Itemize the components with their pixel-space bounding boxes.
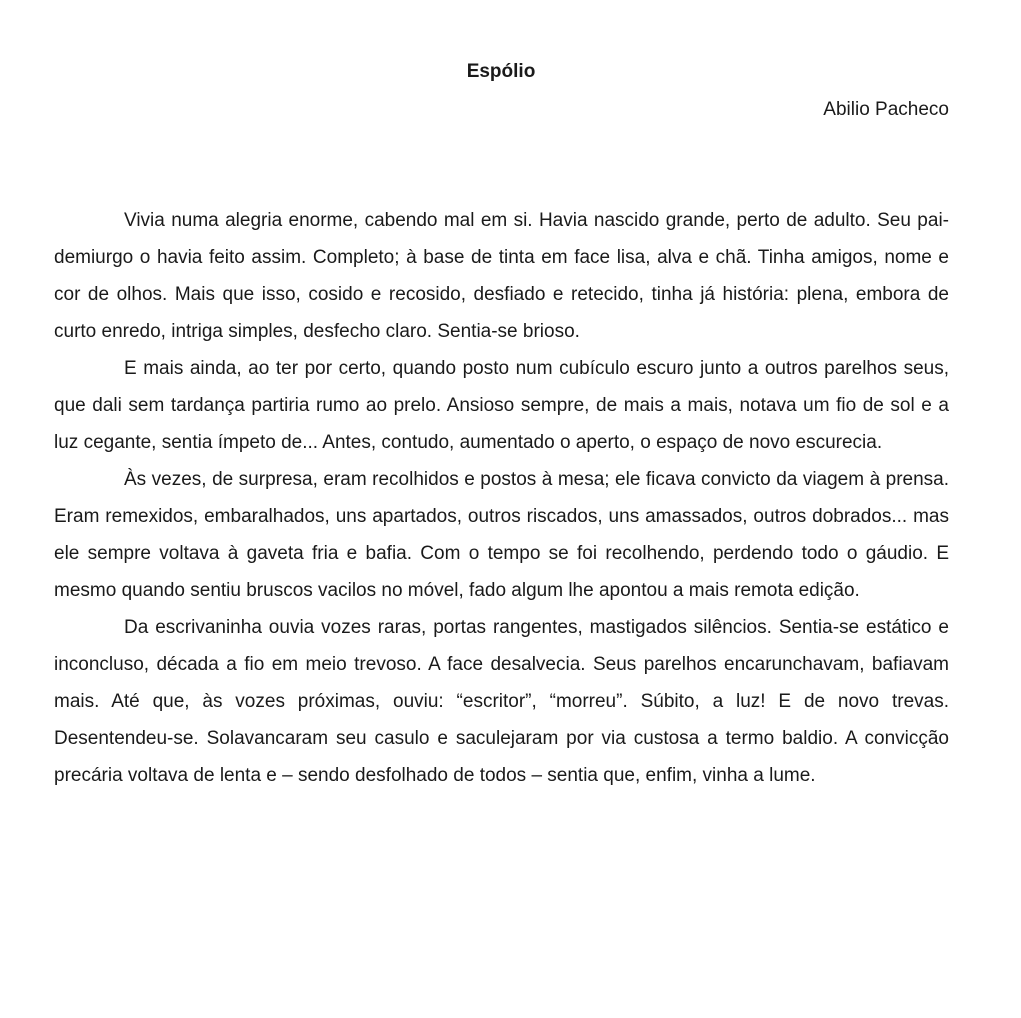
document-author: Abilio Pacheco bbox=[823, 99, 949, 120]
document-title: Espólio bbox=[466, 61, 536, 82]
document-body bbox=[54, 202, 949, 794]
paragraph-2: E mais ainda, ao ter por certo, quando posto num cubículo escuro junto a outros parelhos seus, que dali sem tardança partiria rumo ao prelo. Ansioso sempre, de mais a mais, notava um fio de sol e a luz cegante, sentia ímpeto de... Antes, contudo, aumentado o aperto, o espaço de novo escurecia. bbox=[54, 358, 949, 453]
paragraph-3: Às vezes, de surpresa, eram recolhidos e postos à mesa; ele ficava convicto da viagem à prensa. Eram remexidos, embaralhados, uns apartados, outros riscados, uns amassados, outros dobrados... mas ele sempre voltava à gaveta fria e bafia. Com o tempo se foi recolhendo, perdendo todo o gáudio. E mesmo quando sentiu bruscos vacilos no móvel, fado algum lhe apontou a mais remota edição. bbox=[54, 469, 949, 601]
paragraph-4: Da escrivaninha ouvia vozes raras, portas rangentes, mastigados silêncios. Sentia-se estático e inconcluso, década a fio em meio trevoso. A face desalvecia. Seus parelhos encarunchavam, bafiavam mais. Até que, às vozes próximas, ouviu: “escritor”, “morreu”. Súbito, a luz! E de novo trevas. Desentendeu-se. Solavancaram seu casulo e saculejaram por via custosa a termo baldio. A convicção precária voltava de lenta e – sendo desfolhado de todos – sentia que, enfim, vinha a lume. bbox=[54, 617, 949, 786]
paragraph-1: Vivia numa alegria enorme, cabendo mal em si. Havia nascido grande, perto de adulto. Seu pai-demiurgo o havia feito assim. Completo; à base de tinta em face lisa, alva e chã. Tinha amigos, nome e cor de olhos. Mais que isso, cosido e recosido, desfiado e retecido, tinha já história: plena, embora de curto enredo, intriga simples, desfecho claro. Sentia-se brioso. bbox=[54, 210, 949, 342]
